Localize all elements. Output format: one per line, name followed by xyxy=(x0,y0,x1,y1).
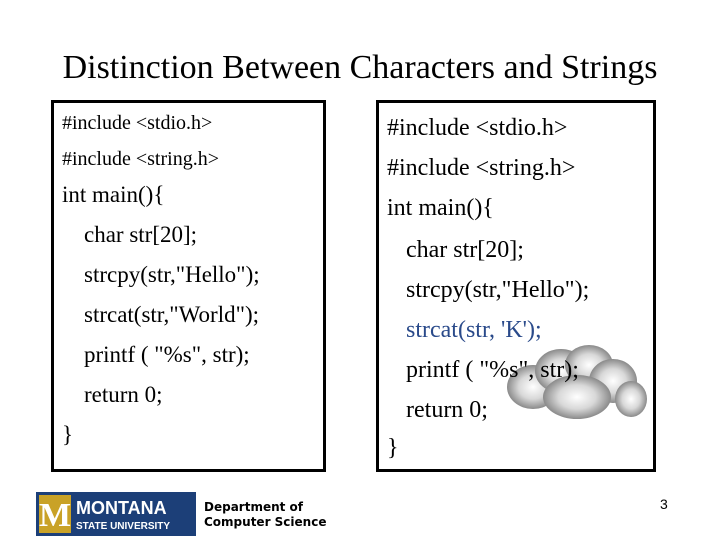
logo-text-montana: MONTANA xyxy=(76,498,167,518)
right-code-panel xyxy=(376,100,656,472)
department-label xyxy=(204,500,326,530)
code-line: int main(){ xyxy=(62,182,165,207)
code-line: char str[20]; xyxy=(84,222,198,247)
code-line: } xyxy=(62,422,74,447)
code-line: #include <string.h> xyxy=(62,148,219,170)
code-line: #include <stdio.h> xyxy=(387,115,568,141)
code-line: strcpy(str,"Hello"); xyxy=(406,277,590,303)
code-line: char str[20]; xyxy=(406,237,524,263)
code-line: printf ( "%s", str); xyxy=(406,357,579,383)
code-line-highlighted: strcat(str, 'K'); xyxy=(406,317,542,343)
code-line: strcat(str,"World"); xyxy=(84,302,260,327)
svg-text:M: M xyxy=(38,497,72,534)
montana-state-logo xyxy=(36,492,196,536)
code-line: return 0; xyxy=(84,382,163,407)
code-line: printf ( "%s", str); xyxy=(84,342,250,367)
left-code-panel xyxy=(51,100,326,472)
code-line: return 0; xyxy=(406,397,488,423)
code-line: #include <stdio.h> xyxy=(62,112,213,134)
logo-text-university: STATE UNIVERSITY xyxy=(76,521,171,532)
dept-line-2: Computer Science xyxy=(204,515,327,529)
page-number: 3 xyxy=(660,496,668,512)
code-line: #include <string.h> xyxy=(387,155,576,181)
slide-title: Distinction Between Characters and Strings xyxy=(62,49,658,86)
code-line: } xyxy=(387,435,399,461)
dept-line-1: Department of xyxy=(204,500,304,514)
code-line: int main(){ xyxy=(387,195,494,221)
code-line: strcpy(str,"Hello"); xyxy=(84,262,260,287)
